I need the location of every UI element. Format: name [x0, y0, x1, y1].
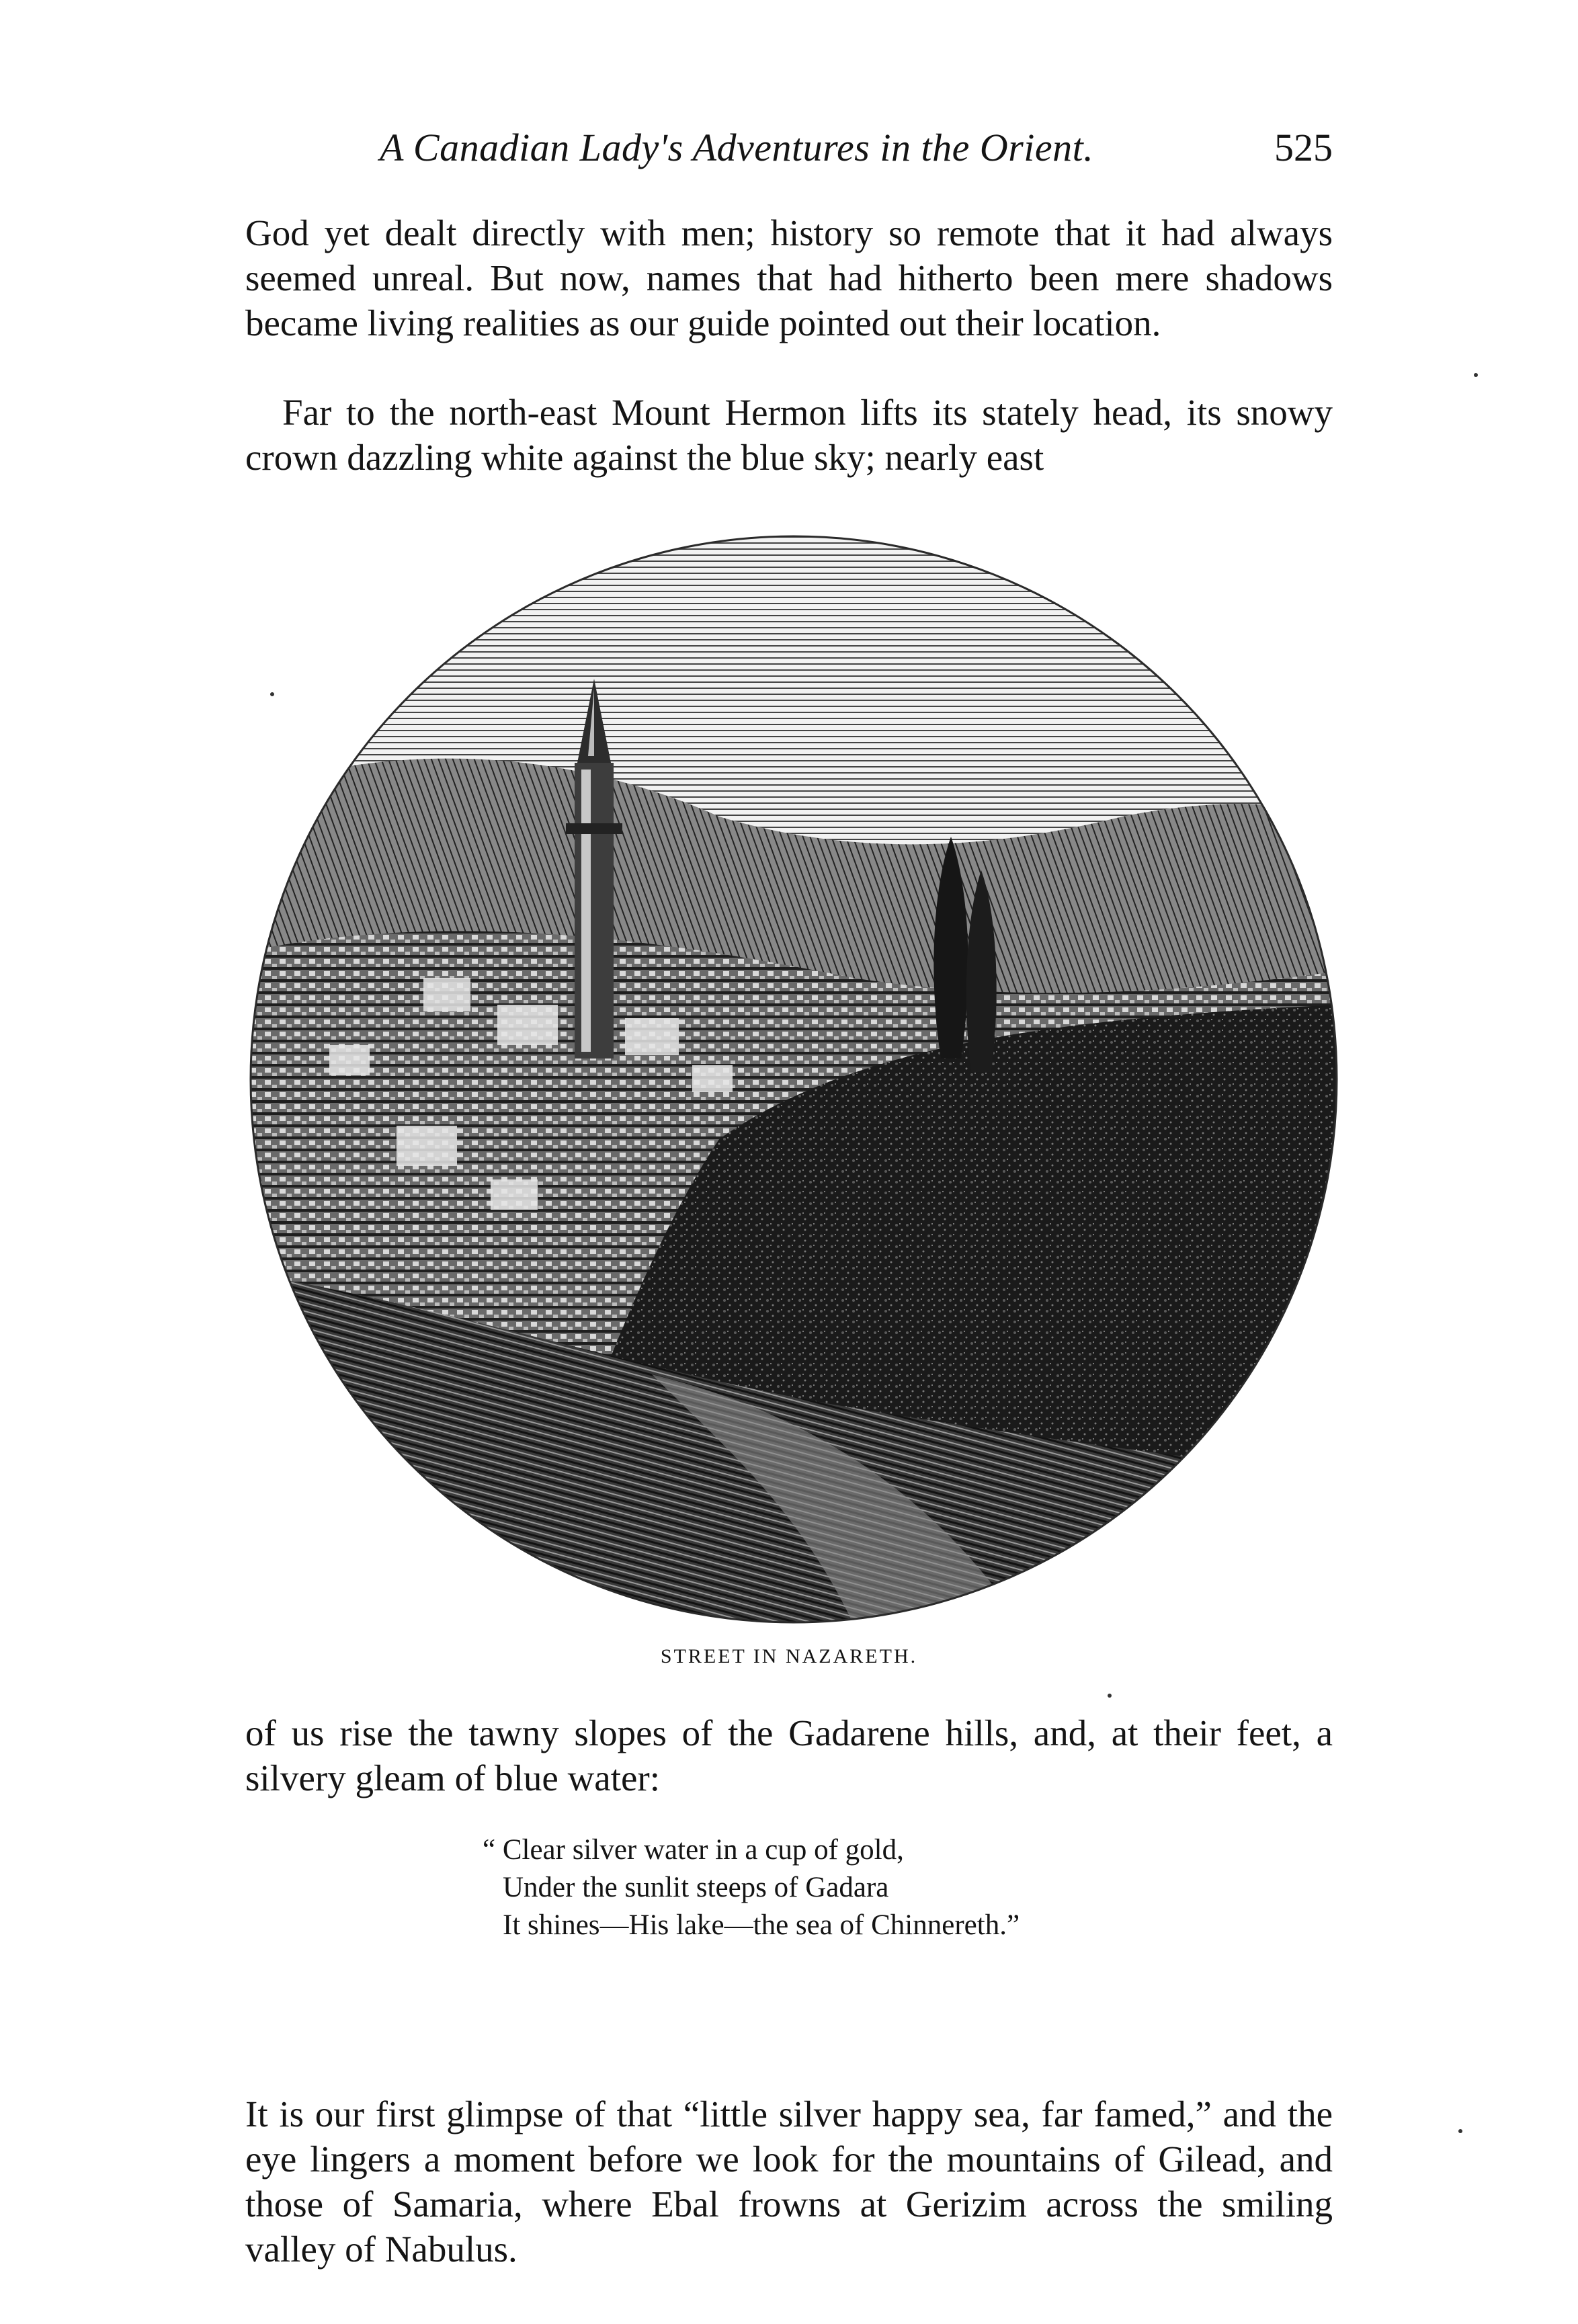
paragraph-2: [245, 390, 1333, 480]
verse-line: It shines—His lake—the sea of Chinnereth.”: [503, 1909, 1020, 1941]
paragraph-text: It is our first glimpse of that “little silver happy sea, far famed,” and the eye lingers a moment before we look for the mountains of Gilead, and those of Samaria, where Ebal frowns at Gerizim across the smiling valley of Nabulus.: [245, 2093, 1333, 2270]
running-head: A Canadian Lady's Adventures in the Orient.: [380, 126, 1094, 169]
verse-line: “ Clear silver water in a cup of gold,: [483, 1834, 904, 1866]
page-number: 525: [1274, 126, 1333, 169]
paragraph-1: [245, 210, 1333, 345]
paragraph-text: of us rise the tawny slopes of the Gadarene hills, and, at their feet, a silvery gleam of blue water:: [245, 1712, 1333, 1798]
print-speck: [270, 692, 274, 696]
print-speck: [1474, 373, 1478, 377]
verse-line: Under the sunlit steeps of Gadara: [503, 1872, 889, 1903]
paragraph-4: [245, 2091, 1333, 2272]
print-speck: [1108, 1694, 1112, 1698]
figure-caption: STREET IN NAZARETH.: [660, 1645, 918, 1667]
verse-quote: [483, 1831, 1020, 1944]
paragraph-3: [245, 1710, 1333, 1800]
engraving-image: [249, 534, 1339, 1624]
print-speck: [1458, 2129, 1462, 2133]
paragraph-text: Far to the north-east Mount Hermon lifts its stately head, its snowy crown dazzling white against the blue sky; nearly east: [245, 392, 1333, 478]
page-header: [245, 125, 1333, 179]
paragraph-text: God yet dealt directly with men; history so remote that it had always seemed unreal. But now, names that had hitherto been mere shadows became living realities as our guide pointed out their location.: [245, 212, 1333, 343]
engraving-illustration: [249, 534, 1339, 1624]
